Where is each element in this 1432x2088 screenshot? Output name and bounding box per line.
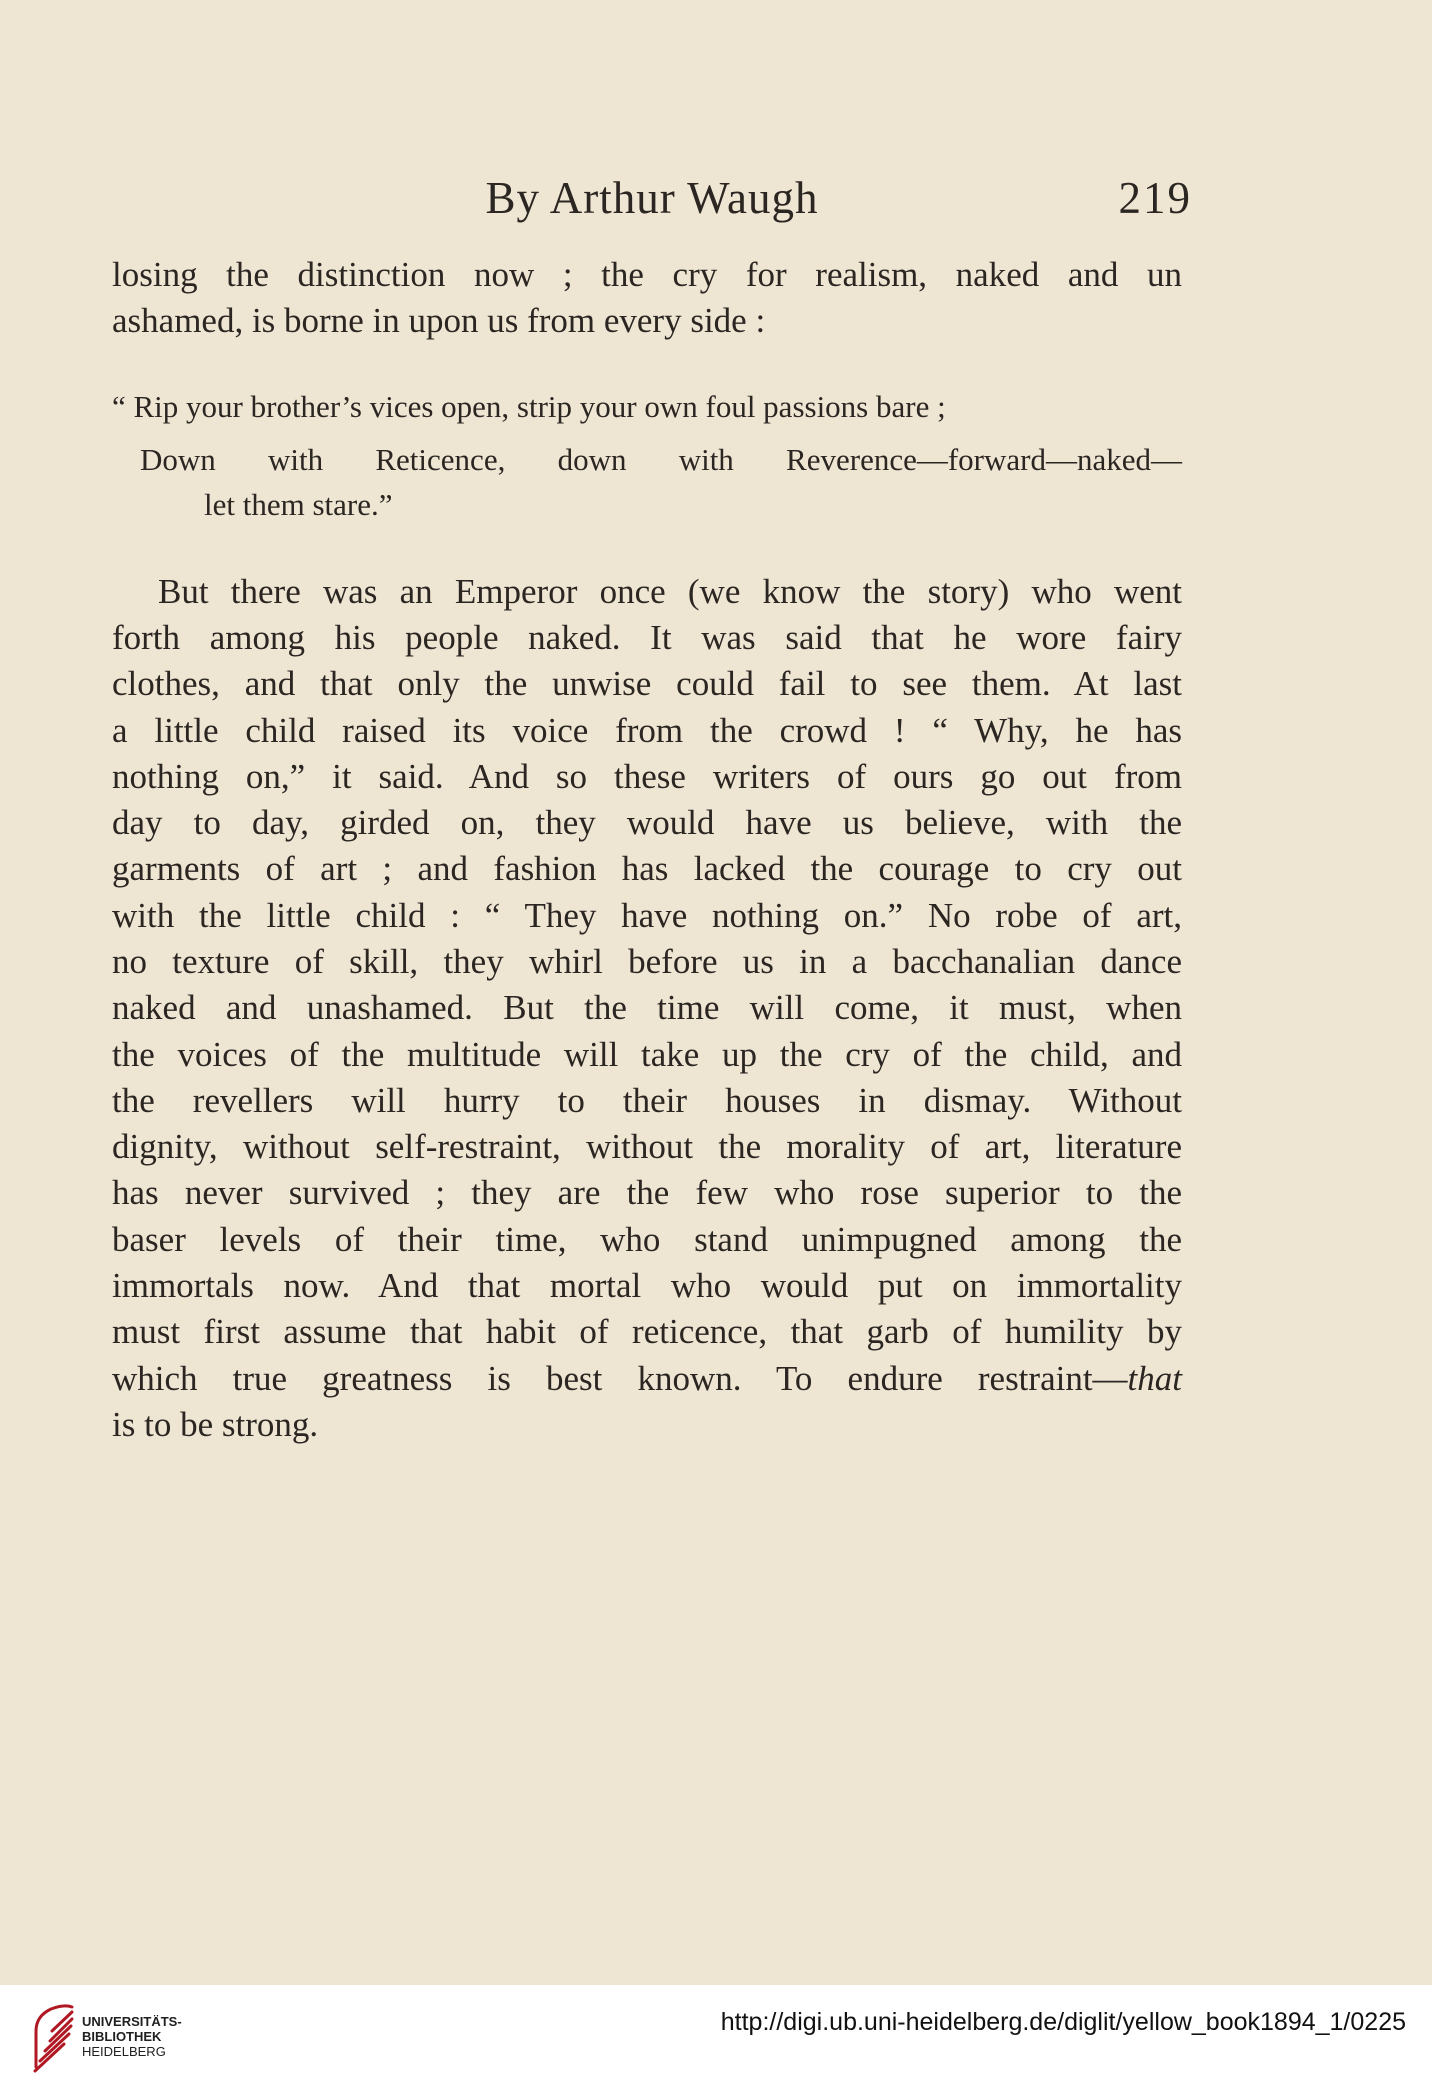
verse-line-1: “ Rip your brother’s vices open, strip your own foul passions bare ; <box>112 389 946 424</box>
paragraph-line-12: the revellers will hurry to their houses in dismay. Without <box>112 1081 1182 1120</box>
paragraph-line-5: nothing on,” it said. And so these writers of ours go out from <box>112 757 1182 796</box>
library-line-3: HEIDELBERG <box>82 2044 166 2059</box>
paragraph-line-17: must first assume that habit of reticence, that garb of humility by <box>112 1312 1182 1351</box>
paragraph-line-8: with the little child : “ They have nothing on.” No robe of art, <box>112 896 1182 935</box>
library-line-1: UNIVERSITÄTS- <box>82 2014 182 2029</box>
paragraph-line-6: day to day, girded on, they would have us believe, with the <box>112 803 1182 842</box>
paragraph-line-18 <box>112 1356 1182 1402</box>
intro-line-2: ashamed, is borne in upon us from every side : <box>112 301 766 340</box>
paragraph-line-11: the voices of the multitude will take up the cry of the child, and <box>112 1035 1182 1074</box>
paragraph-line-4: a little child raised its voice from the crowd ! “ Why, he has <box>112 711 1182 750</box>
paragraph-line-1: But there was an Emperor once (we know the story) who went <box>158 572 1182 611</box>
source-url[interactable]: http://digi.ub.uni-heidelberg.de/diglit/yellow_book1894_1/0225 <box>720 2008 1406 2036</box>
final-line: is to be strong. <box>112 1405 319 1444</box>
verse-line-2: Down with Reticence, down with Reverence—forward—naked— <box>140 442 1182 477</box>
paragraph-line-2: forth among his people naked. It was said that he wore fairy <box>112 618 1182 657</box>
paragraph-line-7: garments of art ; and fashion has lacked the courage to cry out <box>112 849 1182 888</box>
paragraph-line-16: immortals now. And that mortal who would put on immortality <box>112 1266 1182 1305</box>
verse-line-3: let them stare.” <box>204 487 393 522</box>
paragraph-line-10: naked and unashamed. But the time will come, it must, when <box>112 988 1182 1027</box>
intro-line-1: losing the distinction now ; the cry for realism, naked and un <box>112 255 1182 294</box>
paragraph-line-3: clothes, and that only the unwise could fail to see them. At last <box>112 664 1182 703</box>
running-head <box>112 168 1192 228</box>
digitization-footer <box>0 1985 1432 2088</box>
paragraph-line-9: no texture of skill, they whirl before us in a bacchanalian dance <box>112 942 1182 981</box>
italic-that: that <box>1127 1359 1182 1398</box>
paragraph-line-14: has never survived ; they are the few who rose superior to the <box>112 1173 1182 1212</box>
paragraph-line-18-main: which true greatness is best known. To endure restraint— <box>112 1359 1128 1398</box>
running-title: By Arthur Waugh <box>485 173 819 223</box>
library-name <box>82 2014 182 2059</box>
paragraph-line-13: dignity, without self-restraint, without the morality of art, literature <box>112 1127 1182 1166</box>
university-library-logo-icon <box>30 1999 74 2073</box>
library-line-2: BIBLIOTHEK <box>82 2029 162 2044</box>
page-number: 219 <box>1118 173 1192 223</box>
paragraph-line-15: baser levels of their time, who stand unimpugned among the <box>112 1220 1182 1259</box>
